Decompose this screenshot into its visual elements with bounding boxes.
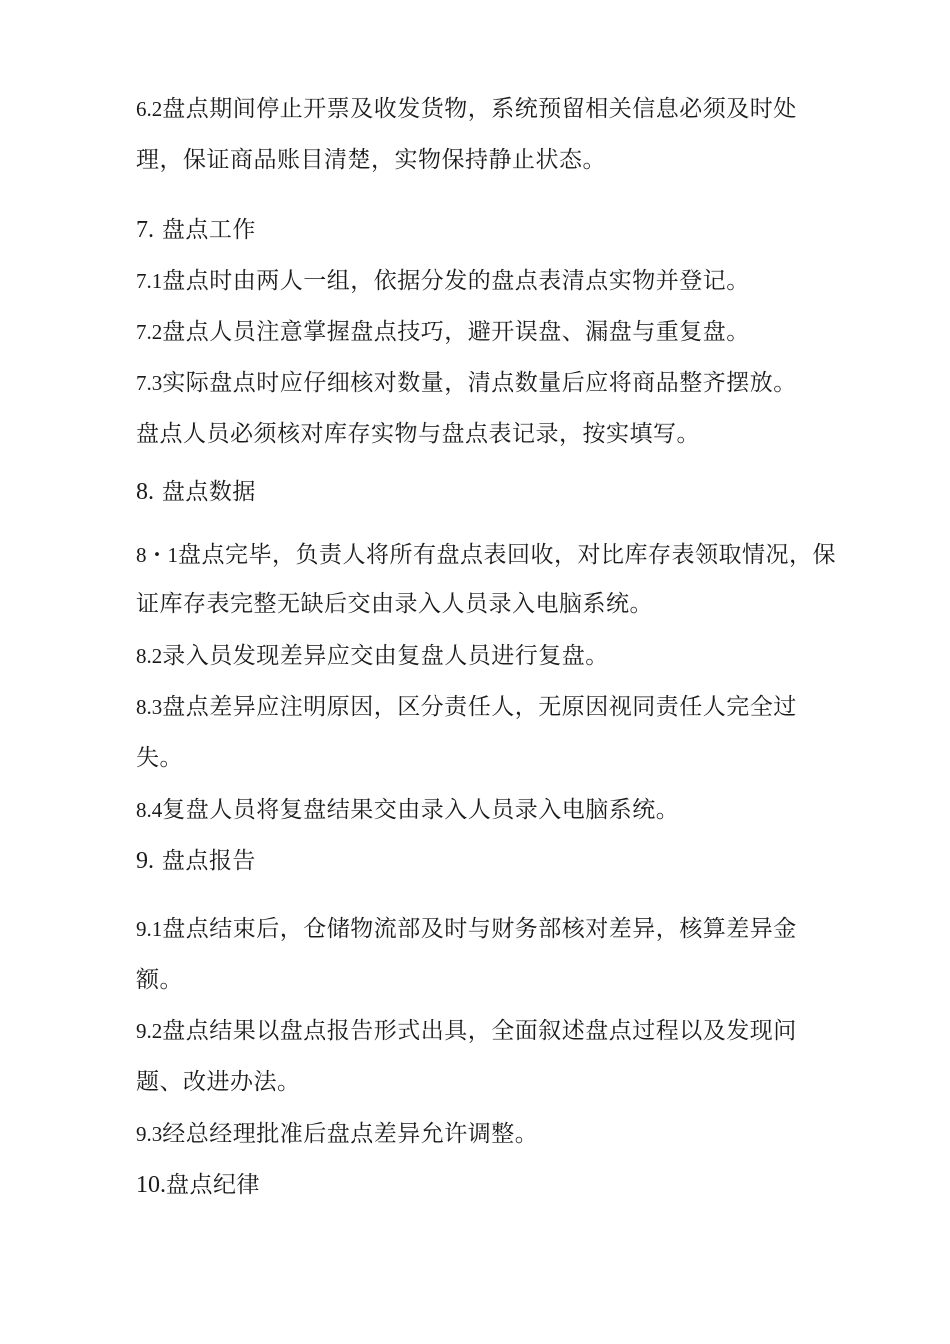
clause-text: 证库存表完整无缺后交由录入人员录入电脑系统。 — [136, 591, 653, 617]
section-title: 盘点报告 — [161, 848, 256, 874]
section-number: 8. — [136, 479, 154, 505]
clause-text: 盘点差异应注明原因，区分责任人，无原因视同责任人完全过 — [162, 694, 797, 720]
clause-9-1-line-2 — [136, 965, 183, 995]
clause-number: 9.2 — [136, 1019, 163, 1043]
section-title: 盘点工作 — [161, 217, 256, 243]
section-number: 10. — [136, 1172, 166, 1198]
clause-number: 7.3 — [136, 371, 163, 395]
clause-text: 经总经理批准后盘点差异允许调整。 — [162, 1121, 539, 1147]
clause-7-3-continued — [136, 419, 700, 449]
clause-text: 盘点人员注意掌握盘点技巧，避开误盘、漏盘与重复盘。 — [162, 319, 750, 345]
clause-text: 额。 — [136, 967, 183, 993]
clause-8-1-line-2 — [136, 589, 653, 619]
clause-7-2 — [136, 317, 750, 347]
clause-text: 盘点完毕，负责人将所有盘点表回收，对比库存表领取情况，保 — [178, 542, 836, 568]
clause-9-2-line-2 — [136, 1067, 301, 1097]
clause-number: 6.2 — [136, 97, 163, 121]
clause-text: 盘点时由两人一组，依据分发的盘点表清点实物并登记。 — [162, 268, 750, 294]
clause-number: 9.3 — [136, 1122, 163, 1146]
section-heading-8 — [136, 477, 256, 507]
clause-text: 录入员发现差异应交由复盘人员进行复盘。 — [162, 643, 609, 669]
clause-8-3-line-2 — [136, 743, 183, 773]
clause-number: 8.2 — [136, 644, 163, 668]
clause-text: 盘点结束后，仓储物流部及时与财务部核对差异，核算差异金 — [162, 916, 797, 942]
clause-8-4 — [136, 795, 679, 825]
clause-9-3 — [136, 1119, 538, 1149]
clause-9-2-line-1 — [136, 1016, 797, 1046]
section-number: 7. — [136, 217, 154, 243]
clause-8-2 — [136, 641, 609, 671]
clause-number: 8.4 — [136, 798, 163, 822]
clause-8-1-line-1 — [136, 540, 836, 570]
section-heading-7 — [136, 215, 256, 245]
section-number: 9. — [136, 848, 154, 874]
section-heading-10 — [136, 1170, 260, 1200]
clause-8-3-line-1 — [136, 692, 797, 722]
clause-text: 实际盘点时应仔细核对数量，清点数量后应将商品整齐摆放。 — [162, 370, 797, 396]
clause-text: 复盘人员将复盘结果交由录入人员录入电脑系统。 — [162, 797, 680, 823]
clause-number: 7.2 — [136, 320, 163, 344]
clause-number: 8・1 — [136, 543, 178, 567]
clause-text: 盘点人员必须核对库存实物与盘点表记录，按实填写。 — [136, 421, 700, 447]
clause-number: 7.1 — [136, 269, 163, 293]
clause-7-3 — [136, 368, 797, 398]
clause-number: 8.3 — [136, 695, 163, 719]
clause-text: 盘点期间停止开票及收发货物，系统预留相关信息必须及时处 — [162, 96, 797, 122]
clause-text: 理，保证商品账目清楚，实物保持静止状态。 — [136, 147, 606, 173]
clause-6-2-line-1 — [136, 94, 797, 124]
section-title: 盘点数据 — [161, 479, 256, 505]
clause-9-1-line-1 — [136, 914, 797, 944]
clause-text: 失。 — [136, 745, 183, 771]
section-title: 盘点纪律 — [166, 1172, 260, 1198]
clause-text: 题、改进办法。 — [136, 1069, 301, 1095]
clause-number: 9.1 — [136, 917, 163, 941]
section-heading-9 — [136, 846, 256, 876]
clause-7-1 — [136, 266, 750, 296]
clause-6-2-line-2 — [136, 145, 606, 175]
clause-text: 盘点结果以盘点报告形式出具，全面叙述盘点过程以及发现问 — [162, 1018, 797, 1044]
